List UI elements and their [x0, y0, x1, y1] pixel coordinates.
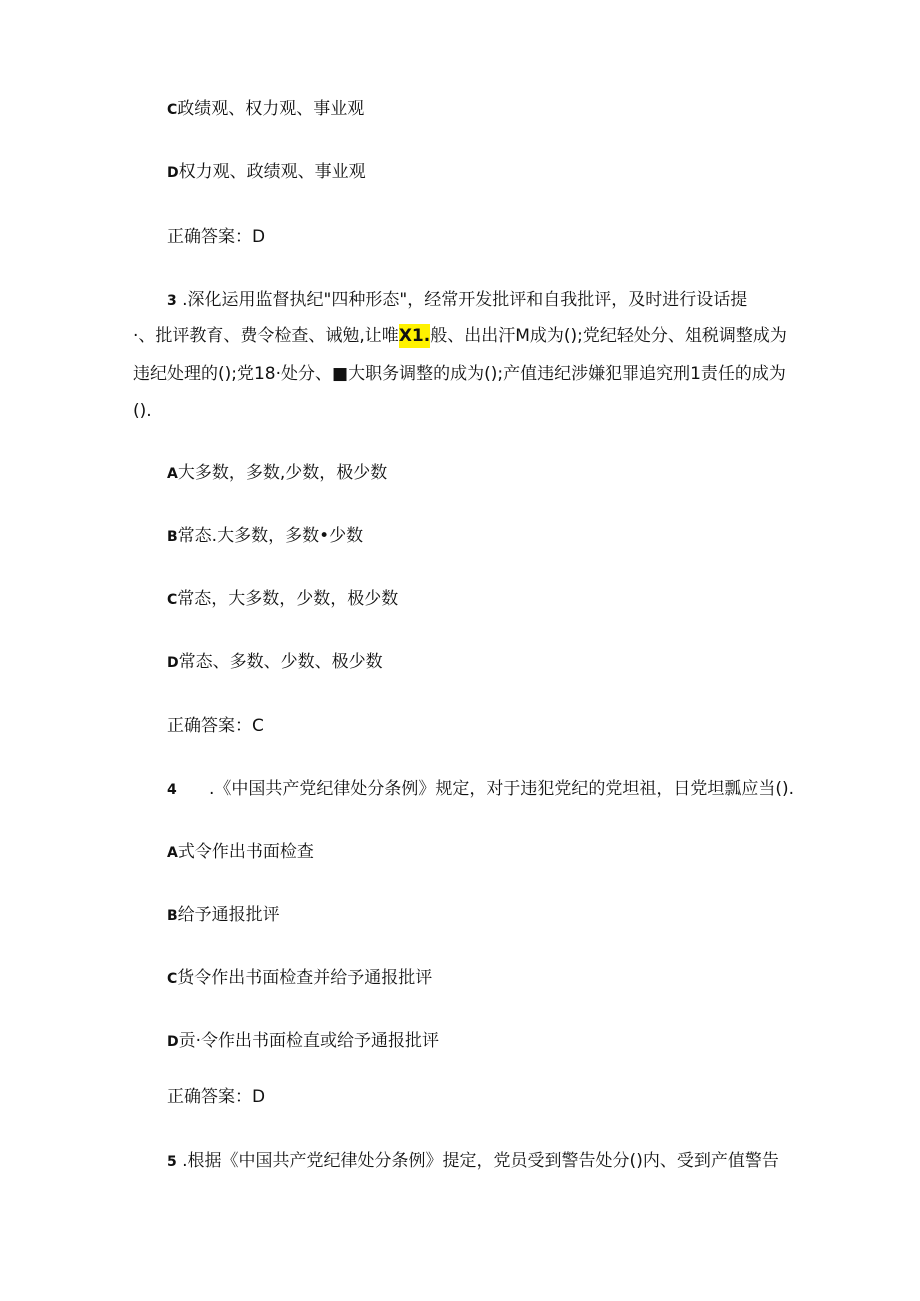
q3-option-a: [167, 462, 387, 485]
q3-stem-line2: [133, 325, 787, 347]
q4-answer: 正确答案：D: [167, 1087, 266, 1107]
option-text: 大多数，多数,少数，极少数: [177, 463, 388, 483]
option-text: 给予通报批评: [177, 905, 280, 925]
q2-option-c: [167, 98, 364, 121]
q2-answer: 正确答案：D: [167, 227, 266, 247]
highlighted-text: X1.: [398, 326, 431, 346]
option-letter: A: [167, 466, 178, 482]
option-text: 式令作出书面检查: [177, 842, 314, 862]
question-number: 5: [167, 1154, 177, 1170]
option-text: 常态，大多数，少数，极少数: [177, 589, 399, 609]
option-text: 常态、多数、少数、极少数: [178, 652, 383, 672]
option-text: 贡·令作出书面检直或给予通报批评: [178, 1031, 440, 1051]
option-letter: D: [167, 165, 179, 181]
q4-stem: [167, 778, 177, 801]
option-letter: D: [167, 655, 179, 671]
q4-stem-text: .《中国共产党纪律处分条例》规定，对于违犯党纪的党坦祖，日党坦瓢应当().: [209, 779, 795, 799]
option-text: 权力观、政绩观、事业观: [178, 162, 366, 182]
option-text: 常态.大多数，多数•少数: [177, 526, 364, 546]
q4-option-b: [167, 904, 280, 927]
q5-stem: [167, 1150, 779, 1173]
q2-option-d: [167, 161, 366, 184]
q3-answer: 正确答案：C: [167, 716, 264, 736]
q4-option-a: [167, 841, 314, 864]
option-letter: D: [167, 1034, 179, 1050]
option-letter: C: [167, 102, 178, 118]
question-text: ·、批评教育、费令检查、诫勉,让唯: [133, 326, 399, 346]
question-text: .深化运用监督执纪"四种形态"，经常开发批评和自我批评，及时进行设话提: [176, 290, 748, 310]
option-letter: C: [167, 592, 178, 608]
option-letter: A: [167, 845, 178, 861]
option-letter: B: [167, 529, 178, 545]
question-text: 般、出出汗M成为();党纪轻处分、俎税调整成为: [430, 326, 787, 346]
q3-stem-line1: [167, 289, 747, 312]
question-number: 3: [167, 293, 177, 309]
q3-stem-line3: 违纪处理的();党18·处分、■大职务调整的成为();产值违纪涉嫌犯罪追究刑1责任的成为: [133, 364, 786, 384]
q3-stem-line4: ().: [133, 401, 152, 421]
option-text: 政绩观、权力观、事业观: [177, 99, 365, 119]
option-letter: C: [167, 971, 178, 987]
question-text: .根据《中国共产党纪律处分条例》提定，党员受到警告处分()内、受到产值警告: [176, 1151, 779, 1171]
q3-option-c: [167, 588, 398, 611]
q3-option-b: [167, 525, 363, 548]
option-letter: B: [167, 908, 178, 924]
question-number: 4: [167, 782, 177, 798]
q4-option-d: [167, 1030, 439, 1053]
option-text: 货令作出书面检查并给予通报批评: [177, 968, 433, 988]
q3-option-d: [167, 651, 383, 674]
q4-option-c: [167, 967, 432, 990]
